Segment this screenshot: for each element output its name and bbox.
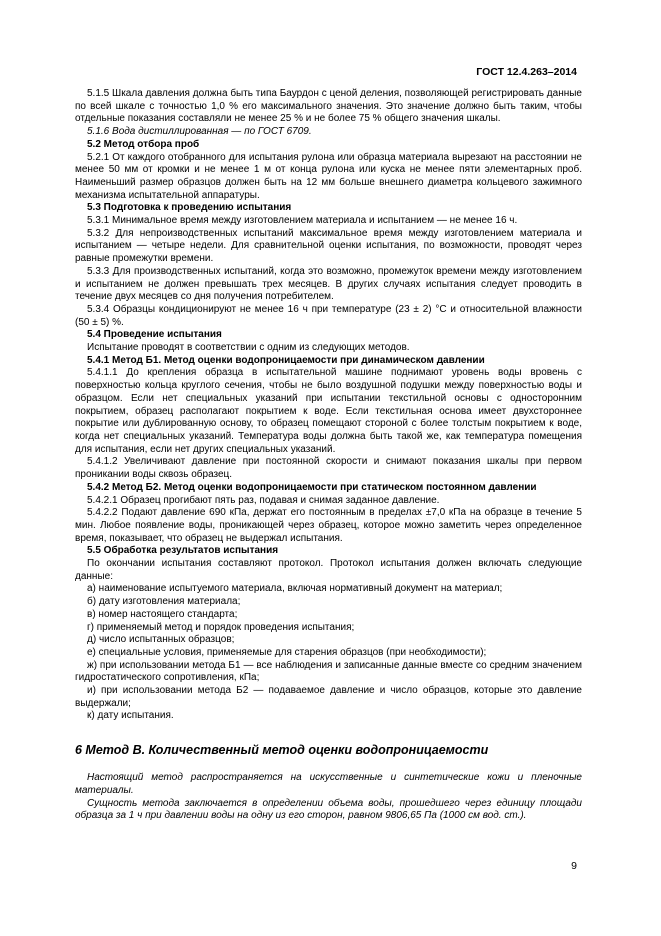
clause-5-4-2-2: 5.4.2.2 Подают давление 690 кПа, держат его постоянным в пределах ±7,0 кПа на образце в течение 5 мин. Любое появление воды, проникающей через образец, которое можно заметить через определенное время, показывает, что образец не выдержал испытания. [75,507,582,544]
list-item-zh: ж) при использовании метода Б1 — все наблюдения и записанные данные вместе со средним значением гидростатического сопротивления, кПа; [75,659,582,684]
section-6-essence: Сущность метода заключается в определении объема воды, прошедшего через единицу площади образца за 1 ч при давлении воды на одну из его сторон, равном 9806,65 Па (1000 см вод. ст.). [75,797,582,822]
heading-5-2: 5.2 Метод отбора проб [87,138,200,150]
clause-5-1-6: 5.1.6 Вода дистиллированная — по ГОСТ 6709. [87,126,312,138]
list-item-e: е) специальные условия, применяемые для старения образцов (при необходимости); [87,646,487,658]
list-item-g: г) применяемый метод и порядок проведения испытания; [87,621,355,633]
para-methods-intro: Испытание проводят в соответствии с одним из следующих методов. [87,342,410,354]
list-item-b: б) дату изготовления материала; [87,596,241,608]
clause-5-1-5: 5.1.5 Шкала давления должна быть типа Баурдон с ценой деления, позволяющей регистрировать данные по всей шкале с точностью 1,0 % его максимального значения. Это значение должно быть таким, чтобы отдельные показания составляли не менее 25 % и не более 75 % общего значения шкалы. [75,88,582,125]
clause-5-4-1-2: 5.4.1.2 Увеличивают давление при постоянной скорости и снимают показания шкалы при первом проникании воды сквозь образец. [75,456,582,481]
heading-5-4: 5.4 Проведение испытания [87,329,222,341]
list-item-k: к) дату испытания. [87,710,174,722]
list-item-v: в) номер настоящего стандарта; [87,608,238,620]
list-item-a: а) наименование испытуемого материала, включая нормативный документ на материал; [87,583,503,595]
clause-5-3-1: 5.3.1 Минимальное время между изготовлением материала и испытанием — не менее 16 ч. [87,215,518,227]
clause-5-3-2: 5.3.2 Для непроизводственных испытаний максимальное время между изготовлением материала и испытанием — четыре недели. Для сравнительной оценки испытания, по возможности, проводят через равные промежутки времени. [75,227,582,265]
list-item-d: д) число испытанных образцов; [87,634,235,646]
clause-5-3-3: 5.3.3 Для производственных испытаний, когда это возможно, промежуток времени между изготовлением и испытанием не должен превышать трех месяцев. В других случаях испытания следует проводить в течение двух месяцев со дня получения потребителем. [75,265,582,303]
document-body [75,88,582,823]
para-protocol-intro: По окончании испытания составляют протокол. Протокол испытания должен включать следующие данные: [75,558,582,582]
heading-5-4-1: 5.4.1 Метод Б1. Метод оценки водопроницаемости при динамическом давлении [87,354,485,366]
clause-5-4-1-1: 5.4.1.1 До крепления образца в испытательной машине поднимают уровень воды вровень с поверхностью кольца круглого сечения, чтобы не было воздушной подушки между поверхностью воды и образцом. Если нет специальных указаний при испытании текстильной основы с односторонним покрытием, образец располагают покрытием к воде. Если текстильная основа имеет двухстороннее покрытие или дублированную основу, то образец помещают стороной с более толстым покрытием к воде, когда нет специальных указаний. Температура воды должна быть такой же, как температура помещения для испытания, если нет других специальных указаний. [75,367,582,455]
clause-5-3-4: 5.3.4 Образцы кондиционируют не менее 16 ч при температуре (23 ± 2) °С и относительной влажности (50 ± 5) %. [75,303,582,328]
clause-5-4-2-1: 5.4.2.1 Образец прогибают пять раз, подавая и снимая заданное давление. [87,494,440,506]
page-number: 9 [571,860,577,872]
list-item-i: и) при использовании метода Б2 — подаваемое давление и число образцов, которые это давление выдержали; [75,685,582,709]
clause-5-2-1: 5.2.1 От каждого отобранного для испытания рулона или образца материала вырезают на расстоянии не менее 50 мм от кромки и не менее 1 м от конца рулона или куска не менее пяти элементарных проб. Наименьший размер образцов должен быть на 12 мм больше внешнего диаметра кольцевого зажимного механизма испытательной аппаратуры. [75,151,582,201]
heading-5-3: 5.3 Подготовка к проведению испытания [87,202,292,214]
doc-code-header: ГОСТ 12.4.263–2014 [476,66,577,78]
section-6-scope: Настоящий метод распространяется на искусственные и синтетические кожи и пленочные материалы. [75,772,582,796]
heading-5-5: 5.5 Обработка результатов испытания [87,545,279,557]
heading-5-4-2: 5.4.2 Метод Б2. Метод оценки водопроницаемости при статическом постоянном давлении [87,481,537,493]
section-6-title: 6 Метод В. Количественный метод оценки водопроницаемости [75,743,489,758]
